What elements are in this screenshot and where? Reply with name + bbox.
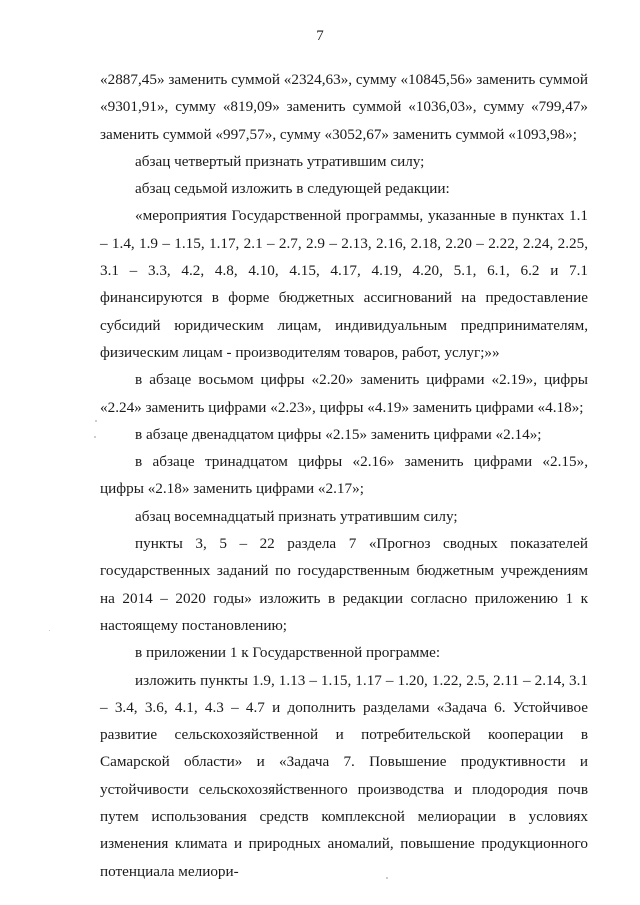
- scan-speck: [94, 436, 96, 438]
- page-number: 7: [316, 28, 324, 44]
- paragraph-measures-quote: «мероприятия Государственной программы, указанные в пунктах 1.1 – 1.4, 1.9 – 1.15, 1.17, 2.1 – 2.7, 2.9 – 2.13, 2.16, 2.18, 2.20 – 2.22, 2.24, 2.25, 3.1 – 3.3, 4.2, 4.8, 4.10, 4.15, 4.17, 4.19, 4.20, 5.1, 6.1, 6.2 и 7.1 финансируются в форме бюджетных ассигнований на предоставление субсидий юридическим лицам, индивидуальным предпринимателям, физическим лицам - производителям товаров, работ, услуг;»»: [100, 207, 588, 361]
- paragraph-fourth-abzac: абзац четвертый признать утратившим силу;: [135, 152, 425, 170]
- paragraph-items-tasks: изложить пункты 1.9, 1.13 – 1.15, 1.17 – 1.20, 1.22, 2.5, 2.11 – 2.14, 3.1 – 3.4, 3.6, 4.1, 4.3 – 4.7 и дополнить разделами «Задача 6. Устойчивое развитие сельскохозяйственной и потребительской кооперации в Самарской области» и «Задача 7. Повышение продуктивности и устойчивости сельскохозяйственного производства и плодородия почв путем использования средств комплексной мелиорации в условиях изменения климата и природных аномалий, повышение продукционного потенциала мелиори-: [100, 671, 588, 880]
- paragraph-sum-replacements: «2887,45» заменить суммой «2324,63», сумму «10845,56» заменить суммой «9301,91», сумму «819,09» заменить суммой «1036,03», сумму «799,47» заменить суммой «997,57», сумму «3052,67» заменить суммой «1093,98»;: [100, 71, 588, 143]
- paragraph-twelfth-abzac: в абзаце двенадцатом цифры «2.15» заменить цифрами «2.14»;: [135, 425, 542, 443]
- scan-speck: [49, 630, 50, 631]
- scan-speck: [386, 877, 388, 879]
- paragraph-appendix-1: в приложении 1 к Государственной программе:: [135, 644, 441, 662]
- document-body: [100, 66, 588, 885]
- scan-speck: [95, 420, 97, 422]
- paragraph-thirteenth-abzac: в абзаце тринадцатом цифры «2.16» заменить цифрами «2.15», цифры «2.18» заменить цифрами «2.17»;: [100, 453, 588, 498]
- paragraph-section-7: пункты 3, 5 – 22 раздела 7 «Прогноз сводных показателей государственных заданий по государственным бюджетным учреждениям на 2014 – 2020 годы» изложить в редакции согласно приложению 1 к настоящему постановлению;: [100, 535, 588, 634]
- paragraph-eighteenth-abzac: абзац восемнадцатый признать утратившим силу;: [135, 507, 458, 525]
- paragraph-eighth-abzac: в абзаце восьмом цифры «2.20» заменить цифрами «2.19», цифры «2.24» заменить цифрами «2.23», цифры «4.19» заменить цифрами «4.18»;: [100, 371, 588, 416]
- paragraph-seventh-abzac: абзац седьмой изложить в следующей редакции:: [135, 180, 450, 198]
